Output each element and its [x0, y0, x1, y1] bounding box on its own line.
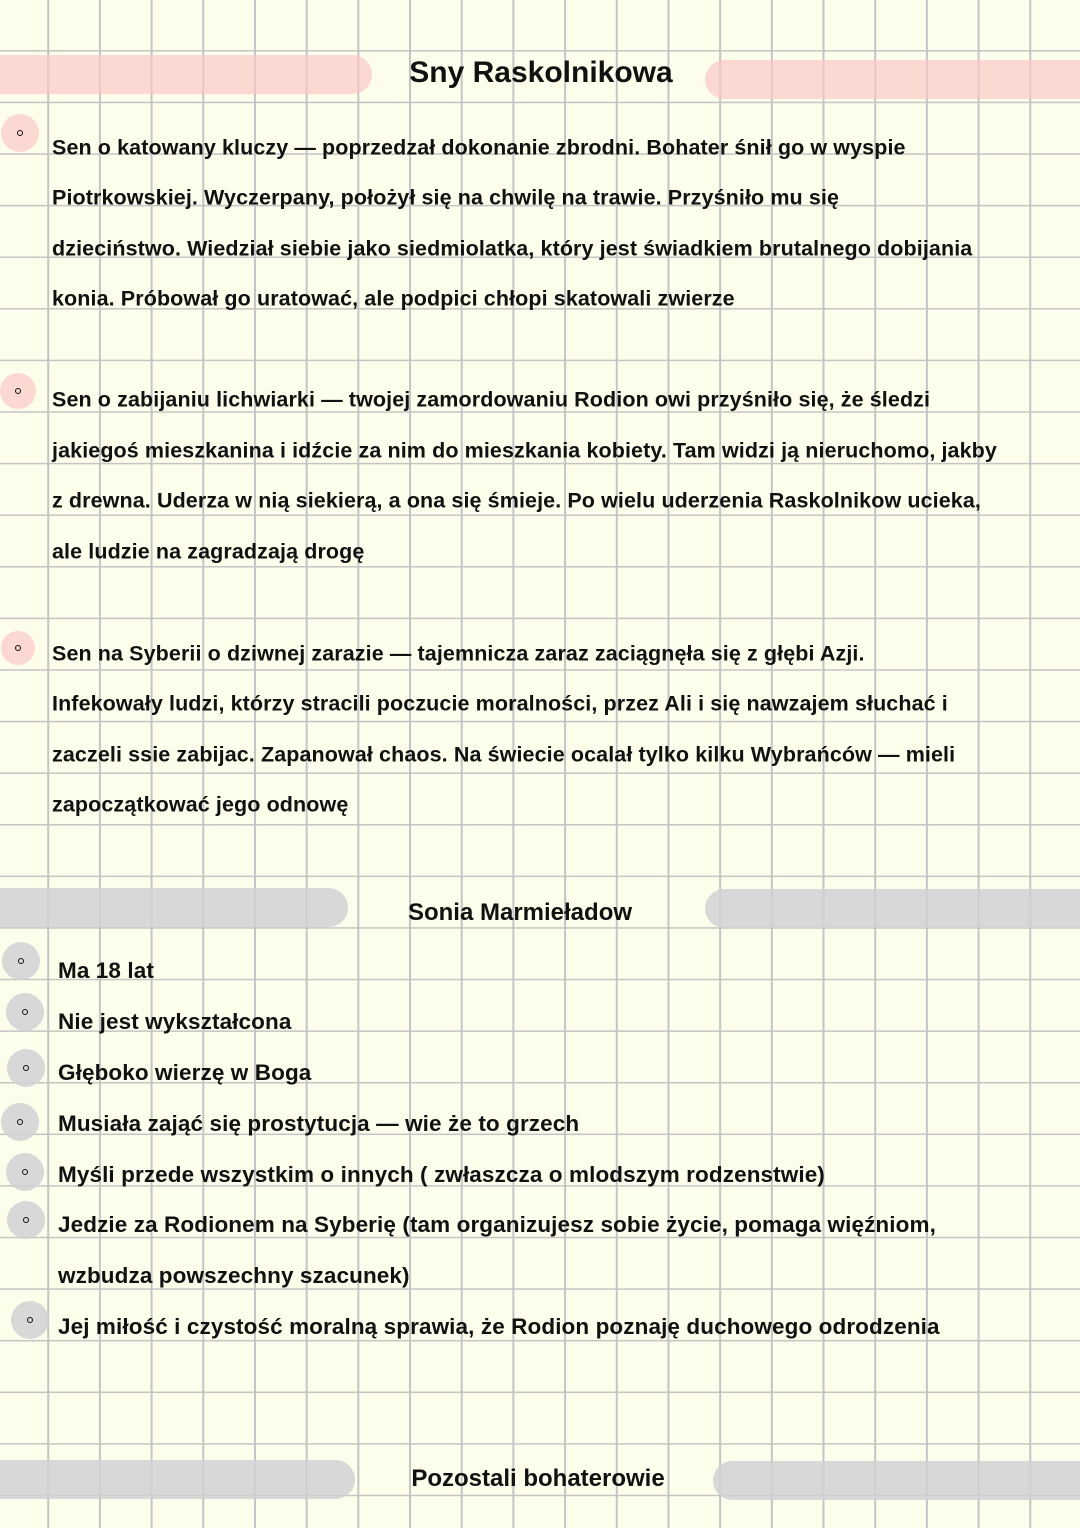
- section-title-sny: Sny Raskolnikowa: [409, 56, 673, 89]
- paragraph-line: ale ludzie na zagradzają drogę: [52, 539, 365, 564]
- bullet-icon: [1, 631, 35, 665]
- list-item: Jedzie za Rodionem na Syberię (tam organizujesz sobie życie, pomaga więźniom,: [58, 1212, 936, 1237]
- header-highlight-left: [0, 55, 372, 94]
- list-item: Głęboko wierzę w Boga: [58, 1060, 312, 1085]
- paragraph-line: zapoczątkować jego odnowę: [52, 792, 349, 817]
- bullet-icon: [7, 1049, 45, 1087]
- bullet-icon: [6, 993, 44, 1031]
- bullet-icon: [1, 114, 39, 152]
- list-item: Ma 18 lat: [58, 958, 154, 983]
- header-highlight-left: [0, 888, 348, 927]
- bullet-icon: [1, 1103, 39, 1141]
- header-highlight-right: [705, 60, 1080, 99]
- header-highlight-left: [0, 1460, 355, 1499]
- paragraph-line: Infekowały ludzi, którzy stracili poczucie moralności, przez Ali i się nawzajem słuchać i: [52, 691, 948, 716]
- section-title-pozostali: Pozostali bohaterowie: [411, 1465, 665, 1492]
- paragraph-line: Sen na Syberii o dziwnej zarazie — tajemnicza zaraz zaciągnęła się z głębi Azji.: [52, 641, 865, 666]
- paragraph-line: Sen o zabijaniu lichwiarki — twojej zamordowaniu Rodion owi przyśniło się, że śledzi: [52, 387, 931, 412]
- paragraph-line: jakiegoś mieszkanina i idźcie za nim do mieszkania kobiety. Tam widzi ją nieruchomo, jakby: [52, 438, 997, 463]
- bullet-icon: [11, 1301, 49, 1339]
- paragraph-line: Sen o katowany kluczy — poprzedzał dokonanie zbrodni. Bohater śnił go w wyspie: [52, 135, 906, 160]
- section-title-sonia: Sonia Marmieładow: [407, 899, 633, 926]
- list-item: Nie jest wykształcona: [58, 1009, 292, 1034]
- paragraph-line: z drewna. Uderza w nią siekierą, a ona się śmieje. Po wielu uderzenia Raskolnikow ucieka,: [52, 488, 981, 513]
- list-item: Jej miłość i czystość moralną sprawia, że Rodion poznaję duchowego odrodzenia: [58, 1314, 940, 1339]
- header-highlight-right: [705, 889, 1080, 928]
- bullet-icon: [0, 373, 36, 409]
- bullet-icon: [7, 1201, 45, 1239]
- bullet-icon: [2, 942, 40, 980]
- list-item-continuation: wzbudza powszechny szacunek): [58, 1263, 410, 1288]
- list-item: Myśli przede wszystkim o innych ( zwłaszcza o mlodszym rodzenstwie): [58, 1162, 825, 1187]
- paragraph-line: dzieciństwo. Wiedział siebie jako siedmiolatka, który jest świadkiem brutalnego dobijania: [52, 236, 973, 261]
- list-item: Musiała zająć się prostytucja — wie że to grzech: [58, 1111, 580, 1136]
- bullet-icon: [6, 1153, 44, 1191]
- paragraph-line: konia. Próbował go uratować, ale podpici chłopi skatowali zwierze: [52, 286, 735, 311]
- paragraph-line: Piotrkowskiej. Wyczerpany, położył się na chwilę na trawie. Przyśniło mu się: [52, 185, 840, 210]
- paragraph-line: zaczeli ssie zabijac. Zapanował chaos. Na świecie ocalał tylko kilku Wybrańców — mieli: [52, 742, 956, 767]
- header-highlight-right: [713, 1461, 1080, 1500]
